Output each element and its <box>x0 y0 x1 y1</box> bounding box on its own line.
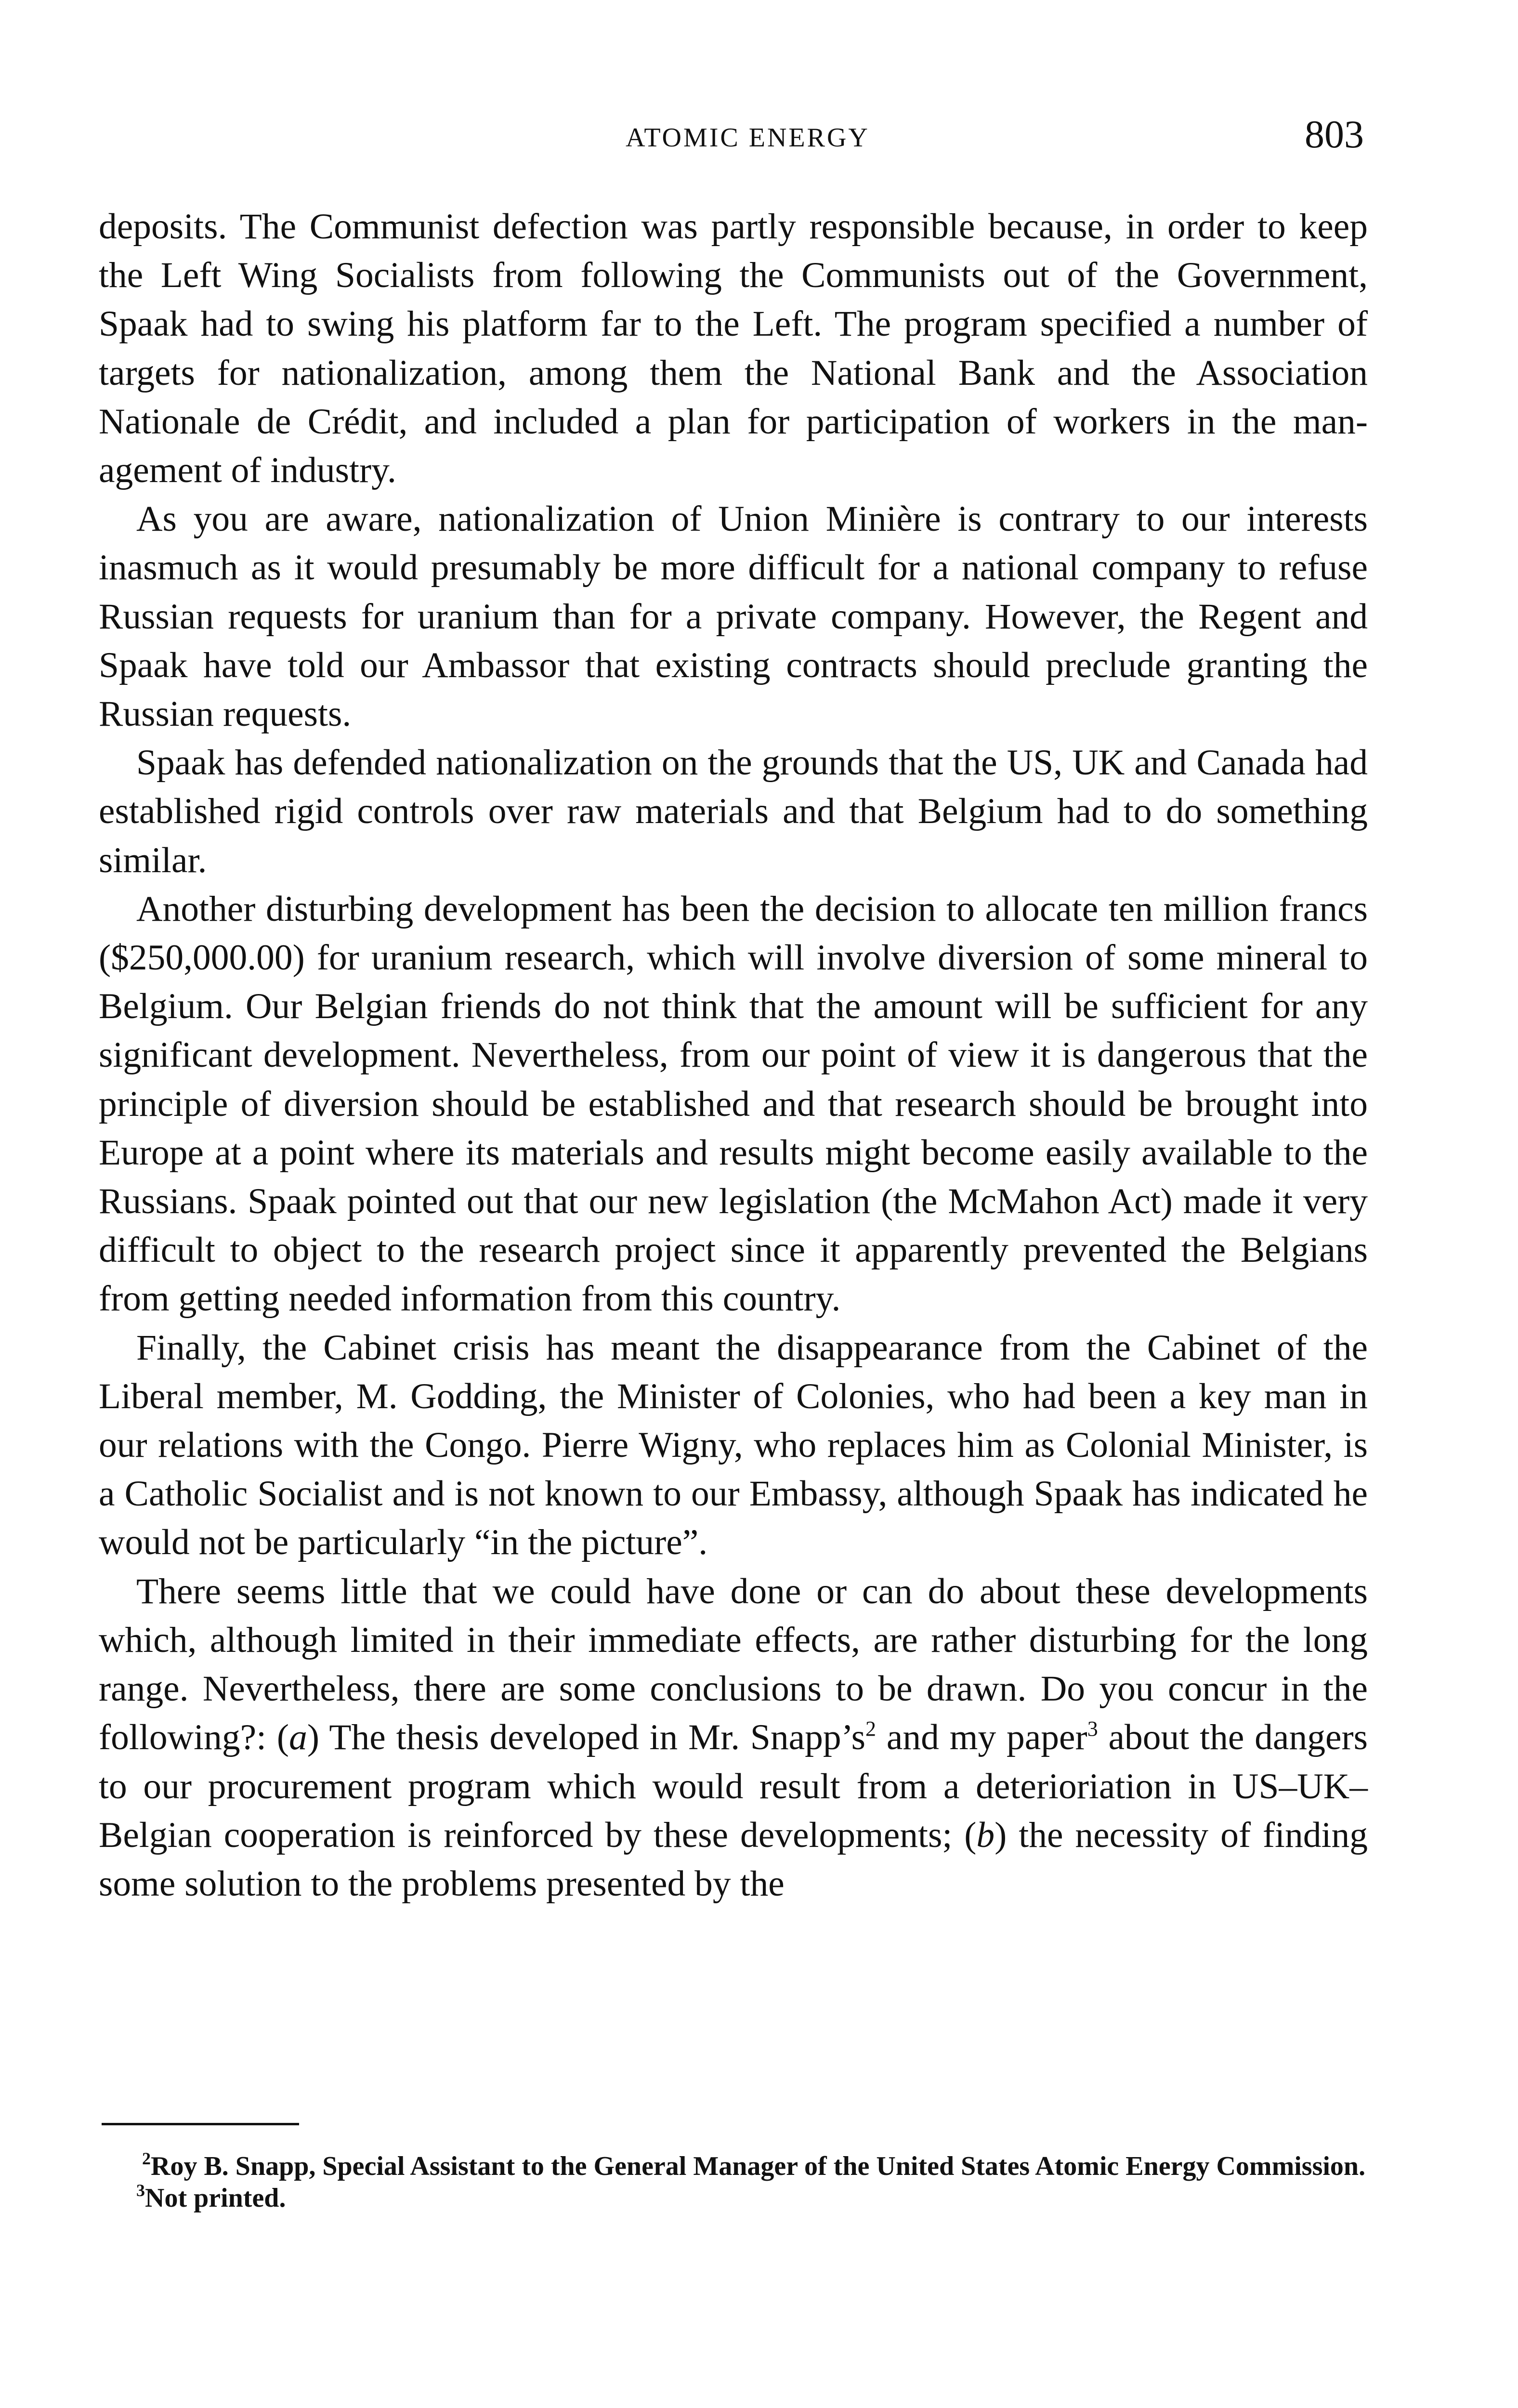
paragraph-6-part-3: and my paper <box>876 1717 1087 1758</box>
footnote-3 <box>99 2182 1368 2214</box>
footnotes <box>99 2123 1368 2214</box>
paragraph-6 <box>99 1567 1368 1908</box>
list-marker-a: a <box>289 1717 307 1758</box>
running-head: ATOMIC ENERGY <box>626 123 870 153</box>
paragraph-1: deposits. The Communist defection was partly responsible because, in order to keep the Left Wing Socialists from following the Communists out of the Government, Spaak had to swing his platform far to the Left. The program specified a number of targets for nationalization, among them the National Bank and the Association Nationale de Crédit, and included a plan for participation of workers in the management of industry. <box>99 207 1368 491</box>
footnote-text: Not printed. <box>145 2183 286 2213</box>
paragraph-6-part-5: ) the necessity of finding some solution to the problems presented by the <box>99 1815 1368 1904</box>
footnote-mark: 2 <box>142 2149 151 2168</box>
footnote-ref-3: 3 <box>1087 1717 1098 1741</box>
paragraph-2: As you are aware, nationalization of Union Minière is contrary to our interests inasmuch as it would presumably be more difficult for a national company to refuse Russian requests for uranium than for a private company. However, the Regent and Spaak have told our Ambassor that existing contracts should preclude granting the Russian requests. <box>99 499 1368 734</box>
paragraph-6-part-1: There seems little that we could have done or can do about these developments which, although limited in their immediate effects, are rather disturbing for the long range. Nevertheless, there are some conclusions to be drawn. Do you concur in the following?: ( <box>99 1571 1368 1758</box>
footnote-divider <box>102 2123 299 2125</box>
page-number: 803 <box>1305 112 1364 156</box>
paragraph-3: Spaak has defended nationalization on the grounds that the US, UK and Canada had established rigid controls over raw materials and that Belgium had to do something similar. <box>99 743 1368 880</box>
footnote-ref-2: 2 <box>865 1717 877 1741</box>
paragraph-4: Another disturbing development has been the decision to allocate ten million francs ($250,000.00) for uranium research, which will involve diversion of some mineral to Belgium. Our Belgian friends do not think that the amount will be sufficient for any significant development. Nevertheless, from our point of view it is dangerous that the principle of diversion should be established and that research should be brought into Europe at a point where its materials and results might become easily available to the Russians. Spaak pointed out that our new legislation (the McMahon Act) made it very difficult to object to the research project since it apparently prevented the Belgians from getting needed information from this country. <box>99 889 1368 1319</box>
paragraph-6-part-2: ) The thesis developed in Mr. Snapp’s <box>307 1717 866 1758</box>
paragraph-5: Finally, the Cabinet crisis has meant the disappearance from the Cabinet of the Liberal member, M. Godding, the Minister of Colonies, who had been a key man in our relations with the Congo. Pierre Wigny, who replaces him as Colonial Minister, is a Catholic Socialist and is not known to our Embassy, although Spaak has indicated he would not be particularly “in the picture”. <box>99 1327 1368 1563</box>
footnote-text: Roy B. Snapp, Special Assistant to the General Manager of the United States Atomic Energy Commission. <box>151 2151 1366 2181</box>
footnote-2 <box>99 2150 1368 2182</box>
footnote-mark: 3 <box>136 2181 145 2200</box>
list-marker-b: b <box>976 1815 995 1855</box>
paragraph-6-part-4: about the dangers to our procurement program which would result from a deterioriation in US–UK–Belgian cooperation is reinforced by these developments; ( <box>99 1717 1368 1855</box>
body-text <box>99 202 1368 1908</box>
page-header <box>99 112 1368 165</box>
document-page <box>99 0 1368 2408</box>
